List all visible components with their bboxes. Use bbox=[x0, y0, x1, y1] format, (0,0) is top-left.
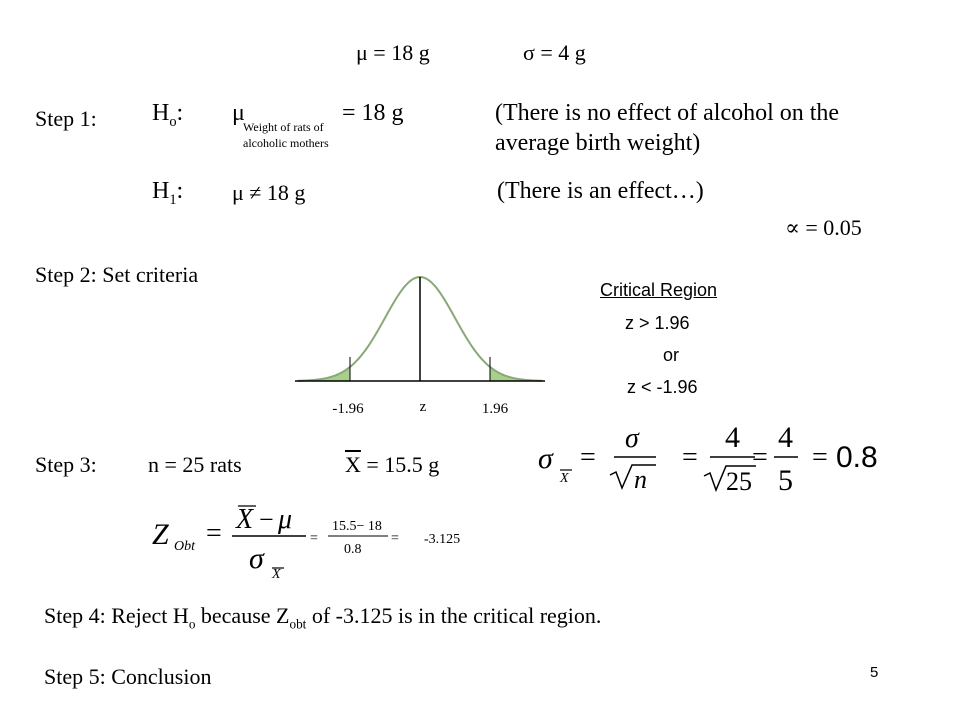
svg-text:μ: μ bbox=[278, 504, 293, 535]
svg-text:X: X bbox=[560, 471, 569, 486]
svg-text:σ: σ bbox=[625, 423, 639, 454]
critical-region-or: or bbox=[663, 345, 680, 365]
svg-text:=: = bbox=[580, 442, 596, 473]
svg-text:5: 5 bbox=[778, 464, 793, 495]
step5-label: Step 5: Conclusion bbox=[44, 664, 212, 689]
svg-text:=: = bbox=[391, 531, 399, 546]
standard-error-formula bbox=[530, 420, 890, 495]
svg-text:=: = bbox=[310, 531, 318, 546]
critical-region-upper: z > 1.96 bbox=[625, 313, 690, 333]
svg-text:Z: Z bbox=[152, 518, 169, 551]
sample-mean: $\overline{X} = 15.5$ g bbox=[345, 452, 440, 477]
center-z-label: z bbox=[419, 399, 427, 415]
page-number: 5 bbox=[870, 664, 879, 681]
alt-hypothesis-label: $H_1$: bbox=[152, 178, 184, 208]
svg-text:σ: σ bbox=[538, 442, 553, 475]
svg-text:4: 4 bbox=[778, 421, 793, 454]
svg-text:=: = bbox=[812, 442, 828, 473]
critical-region-title: Critical Region bbox=[600, 280, 718, 300]
population-sd: σ = 4 g bbox=[523, 40, 586, 65]
svg-text:=: = bbox=[682, 442, 698, 473]
z-obtained-formula bbox=[148, 498, 488, 580]
svg-text:0.8: 0.8 bbox=[344, 542, 362, 557]
svg-text:−: − bbox=[259, 505, 274, 534]
svg-text:=: = bbox=[206, 518, 222, 549]
svg-text:0.8: 0.8 bbox=[836, 441, 878, 474]
alpha-level: ∝ = 0.05 bbox=[785, 215, 862, 240]
svg-text:25: 25 bbox=[726, 467, 752, 495]
population-mean: μ = 18 g bbox=[356, 40, 430, 65]
svg-text:-3.125: -3.125 bbox=[424, 532, 461, 547]
mu-subscript-line2: alcoholic mothers bbox=[243, 136, 329, 150]
svg-text:σ: σ bbox=[249, 542, 264, 575]
alt-hypothesis-note: (There is an effect…) bbox=[497, 178, 704, 204]
svg-text:n: n bbox=[634, 465, 647, 494]
normal-curve-figure bbox=[290, 265, 555, 425]
step1-label: Step 1: bbox=[35, 106, 97, 131]
alt-hypothesis-expression: μ ≠ 18 g bbox=[232, 180, 306, 205]
null-hypothesis-note-line2: average birth weight) bbox=[495, 130, 701, 156]
null-hypothesis-label: $H_o$: bbox=[152, 100, 184, 130]
null-mu-symbol: μ bbox=[232, 100, 245, 126]
step4-text: Step 4: Reject $H_o$ because $Z_{obt}$ of -3.125 is in the critical region. bbox=[44, 603, 602, 632]
svg-text:15.5− 18: 15.5− 18 bbox=[332, 519, 382, 534]
sample-size: n = 25 rats bbox=[148, 452, 242, 477]
svg-text:=: = bbox=[752, 442, 768, 473]
null-hypothesis-note-line1: (There is no effect of alcohol on the bbox=[495, 100, 840, 126]
svg-text:X: X bbox=[236, 504, 254, 535]
null-hypothesis-value: = 18 g bbox=[342, 100, 404, 126]
mu-subscript-line1: Weight of rats of bbox=[243, 120, 324, 134]
critical-region-lower: z < -1.96 bbox=[627, 377, 698, 397]
left-tick-label: -1.96 bbox=[332, 401, 364, 417]
right-tick-label: 1.96 bbox=[481, 401, 509, 417]
svg-text:X: X bbox=[272, 567, 281, 580]
step3-label: Step 3: bbox=[35, 452, 97, 477]
step2-label: Step 2: Set criteria bbox=[35, 262, 199, 287]
svg-text:Obt: Obt bbox=[174, 539, 195, 554]
svg-text:4: 4 bbox=[725, 421, 740, 454]
